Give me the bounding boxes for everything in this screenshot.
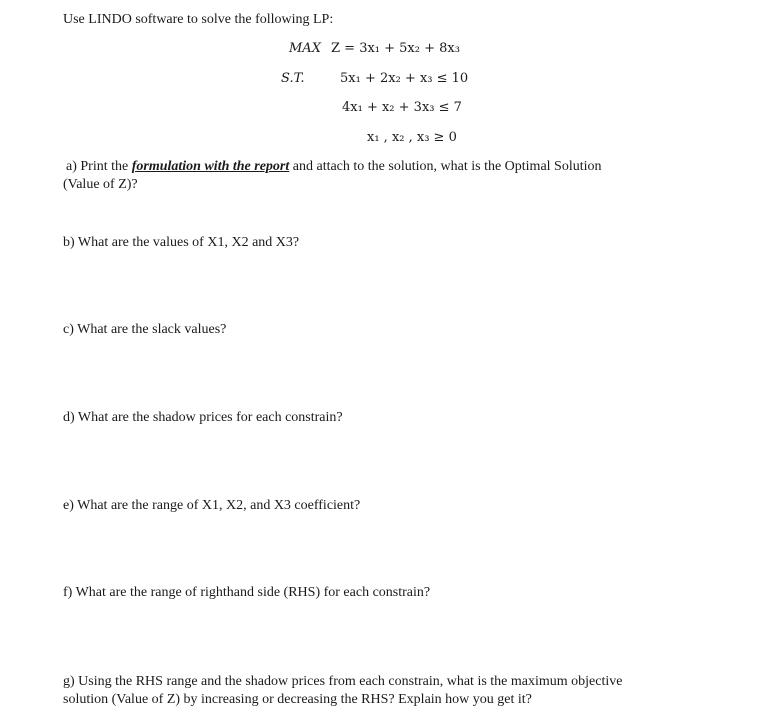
objective-function: Z = 3x₁ + 5x₂ + 8x₃ xyxy=(331,41,460,56)
question-e: e) What are the range of X1, X2, and X3 coefficient? xyxy=(63,498,361,513)
nonnegativity-constraint: x₁ , x₂ , x₃ ≥ 0 xyxy=(367,130,457,145)
question-a-suffix: and attach to the solution, what is the Optimal Solution xyxy=(289,159,602,174)
question-a-prefix: a) Print the xyxy=(66,159,132,174)
st-label: S.T. xyxy=(281,71,305,86)
intro-text: Use LINDO software to solve the following LP: xyxy=(63,12,334,27)
question-b: b) What are the values of X1, X2 and X3? xyxy=(63,235,300,250)
question-g-line2: solution (Value of Z) by increasing or decreasing the RHS? Explain how you get it? xyxy=(63,692,532,707)
question-a-line2: (Value of Z)? xyxy=(63,177,138,192)
question-d: d) What are the shadow prices for each constrain? xyxy=(63,410,343,425)
question-a-emphasis: formulation with the report xyxy=(131,159,290,174)
constraint-2: 4x₁ + x₂ + 3x₃ ≤ 7 xyxy=(342,100,462,115)
question-c: c) What are the slack values? xyxy=(63,322,227,337)
objective-label: MAX xyxy=(289,41,321,56)
constraint-1: 5x₁ + 2x₂ + x₃ ≤ 10 xyxy=(340,71,469,86)
question-a xyxy=(66,158,706,176)
question-g-line1: g) Using the RHS range and the shadow prices from each constrain, what is the maximum objective xyxy=(63,674,623,689)
question-f: f) What are the range of righthand side (RHS) for each constrain? xyxy=(63,585,431,600)
